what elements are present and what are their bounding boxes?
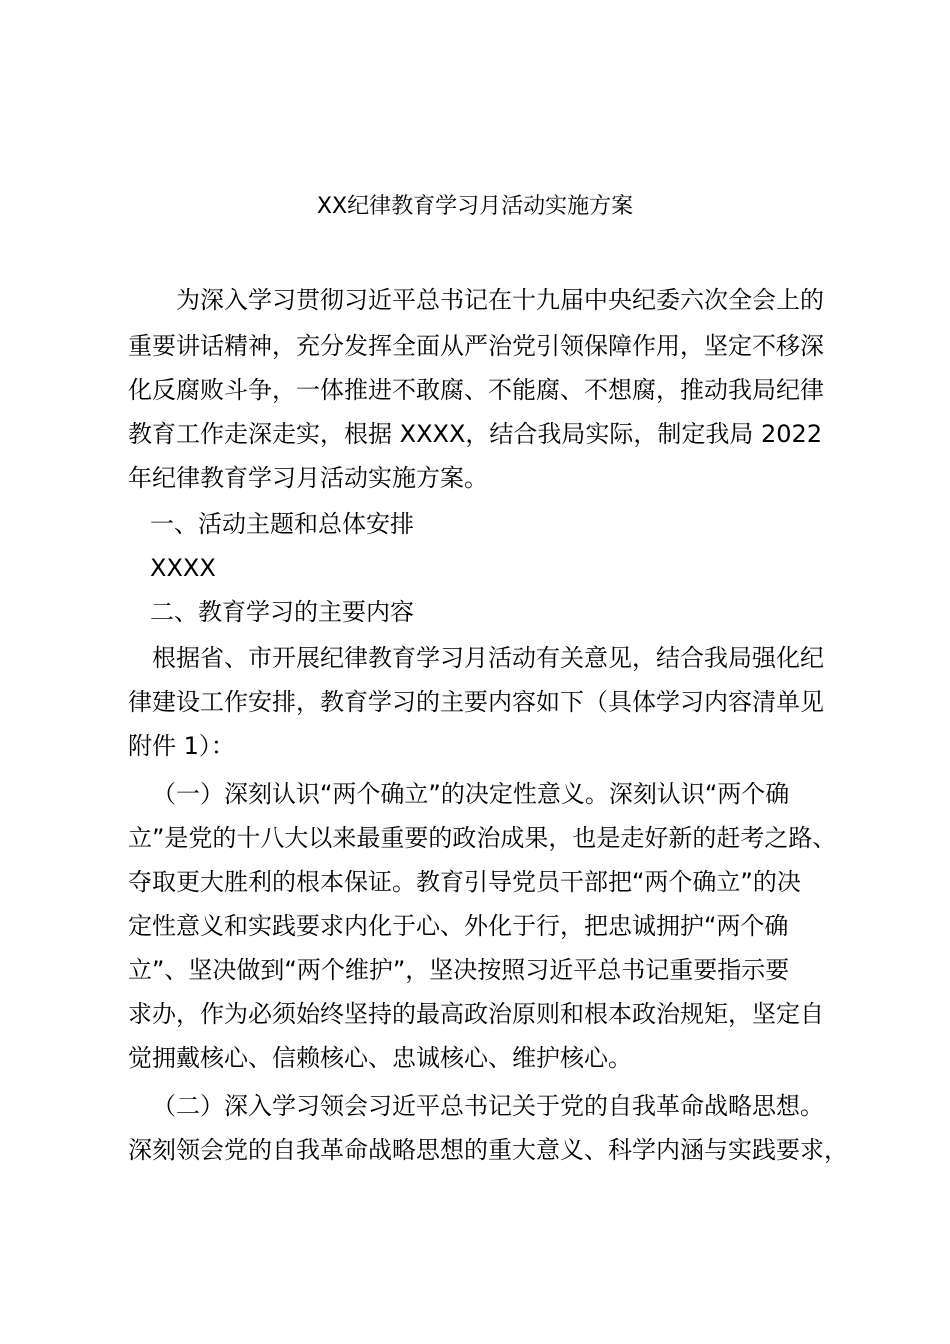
- paragraph-line: 根据省、市开展纪律教育学习月活动有关意见，结合我局强化纪: [152, 644, 824, 672]
- paragraph-line: 定性意义和实践要求内化于心、外化于行，把忠诚拥护“两个确: [128, 912, 789, 940]
- paragraph-line: 立”、坚决做到“两个维护”，坚决按照习近平总书记重要指示要: [128, 956, 790, 984]
- paragraph-line: 求办，作为必须始终坚持的最高政治原则和根本政治规矩，坚定自: [128, 1000, 824, 1028]
- paragraph-line: 为深入学习贯彻习近平总书记在十九届中央纪委六次全会上的: [176, 286, 824, 314]
- paragraph-line: 化反腐败斗争，一体推进不敢腐、不能腐、不想腐，推动我局纪律: [128, 376, 824, 404]
- placeholder-text: XXXX: [150, 554, 216, 582]
- paragraph-line: 深刻领会党的自我革命战略思想的重大意义、科学内涵与实践要求，: [128, 1136, 848, 1164]
- paragraph-line: 重要讲话精神，充分发挥全面从严治党引领保障作用，坚定不移深: [128, 332, 824, 360]
- paragraph-line: 立”是党的十八大以来最重要的政治成果，也是走好新的赶考之路、: [128, 824, 837, 852]
- section-heading: 一、活动主题和总体安排: [150, 510, 414, 538]
- paragraph-line: 律建设工作安排，教育学习的主要内容如下（具体学习内容清单见: [128, 688, 824, 716]
- paragraph-line: （二）深入学习领会习近平总书记关于党的自我革命战略思想。: [152, 1092, 824, 1120]
- paragraph-line: （一）深刻认识“两个确立”的决定性意义。深刻认识“两个确: [152, 780, 790, 808]
- section-heading: 二、教育学习的主要内容: [150, 598, 414, 626]
- paragraph-line: 年纪律教育学习月活动实施方案。: [128, 464, 488, 492]
- document-title: XX纪律教育学习月活动实施方案: [316, 194, 634, 219]
- paragraph-line: 附件 1）：: [128, 732, 235, 760]
- paragraph-line: 夺取更大胜利的根本保证。教育引导党员干部把“两个确立”的决: [128, 868, 801, 896]
- paragraph-line: 教育工作走深走实，根据 XXXX，结合我局实际，制定我局 2022: [128, 420, 823, 448]
- paragraph-line: 觉拥戴核心、信赖核心、忠诚核心、维护核心。: [128, 1044, 632, 1072]
